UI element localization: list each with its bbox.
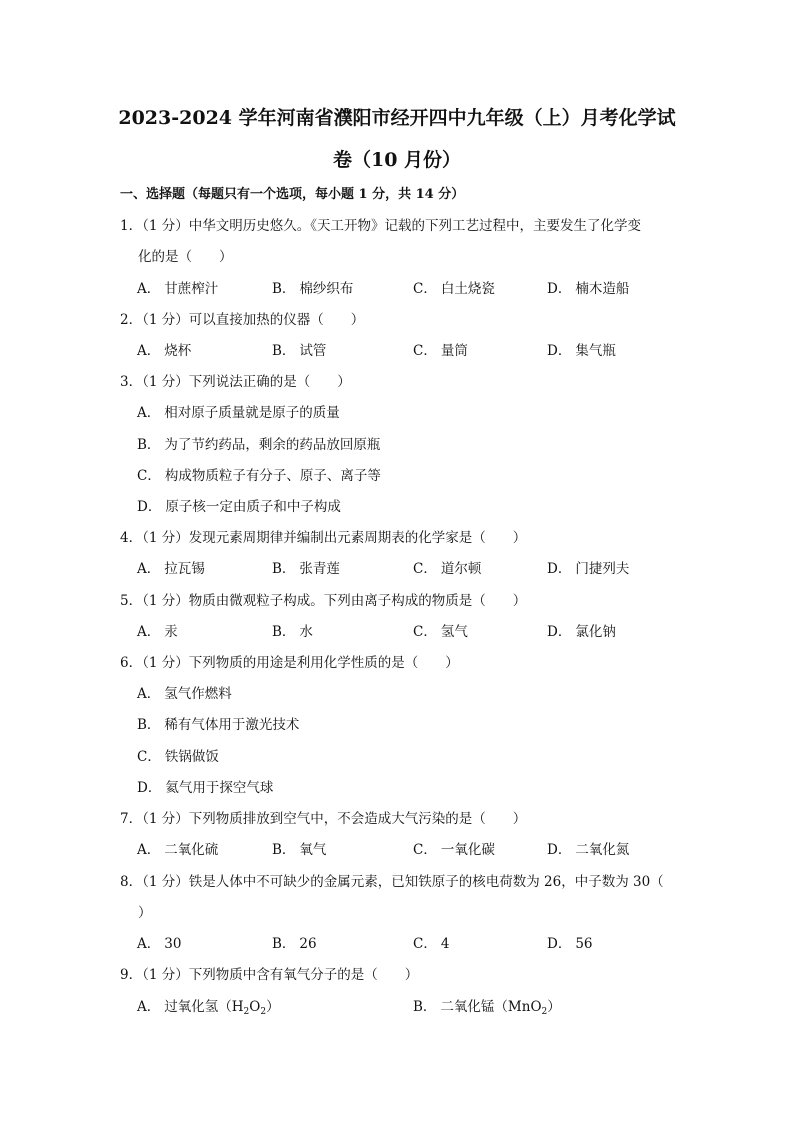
q7-option-b: B． 氧气 xyxy=(272,842,327,858)
document-title-line1: 2023-2024 学年河南省濮阳市经开四中九年级（上）月考化学试 xyxy=(118,107,676,129)
q8-option-d: D． 56 xyxy=(547,936,593,952)
q9-option-b: B． 二氧化锰（MnO$_2$） xyxy=(413,999,561,1017)
question-4: 4．（1 分）发现元素周期律并编制出元素周期表的化学家是（ ） xyxy=(120,530,527,546)
q4-option-b: B． 张青莲 xyxy=(272,561,340,577)
question-6: 6．（1 分）下列物质的用途是利用化学性质的是（ ） xyxy=(120,655,459,671)
question-8: 8．（1 分）铁是人体中不可缺少的金属元素，已知铁原子的核电荷数为 26，中子数为 30（ xyxy=(120,874,664,890)
q8-option-b: B． 26 xyxy=(272,936,317,952)
q1-option-d: D． 楠木造船 xyxy=(547,281,630,297)
document-title-line2: 卷（10 月份） xyxy=(332,149,462,171)
q7-option-c: C． 一氧化碳 xyxy=(413,842,495,858)
q1-option-a: A． 甘蔗榨汁 xyxy=(137,281,219,297)
q5-option-d: D． 氯化钠 xyxy=(547,624,616,640)
q2-option-c: C． 量筒 xyxy=(413,343,468,359)
q1-option-b: B． 棉纱织布 xyxy=(272,281,354,297)
question-3: 3．（1 分）下列说法正确的是（ ） xyxy=(120,374,351,390)
section-heading: 一、选择题（每题只有一个选项，每小题 1 分，共 14 分） xyxy=(120,187,465,202)
q8-option-c: C． 4 xyxy=(413,936,450,952)
q3-option-d: D． 原子核一定由质子和中子构成 xyxy=(137,499,341,515)
question-7: 7．（1 分）下列物质排放到空气中，不会造成大气污染的是（ ） xyxy=(120,811,527,827)
q7-option-a: A． 二氧化硫 xyxy=(137,842,219,858)
q2-option-a: A． 烧杯 xyxy=(137,343,192,359)
question-9: 9．（1 分）下列物质中含有氧气分子的是（ ） xyxy=(120,967,419,983)
question-1: 1．（1 分）中华文明历史悠久。《天工开物》记载的下列工艺过程中，主要发生了化学变 xyxy=(120,218,641,234)
q5-option-a: A． 汞 xyxy=(137,624,178,640)
q1-option-c: C． 白土烧瓷 xyxy=(413,281,495,297)
q4-option-c: C． 道尔顿 xyxy=(413,561,482,577)
q2-option-b: B． 试管 xyxy=(272,343,327,359)
q5-option-c: C． 氢气 xyxy=(413,624,468,640)
q8-option-a: A． 30 xyxy=(137,936,182,952)
q4-option-d: D． 门捷列夫 xyxy=(547,561,630,577)
q4-option-a: A． 拉瓦锡 xyxy=(137,561,205,577)
q6-option-c: C． 铁锅做饭 xyxy=(137,749,219,765)
q6-option-a: A． 氢气作燃料 xyxy=(137,686,232,702)
q3-option-b: B． 为了节约药品，剩余的药品放回原瓶 xyxy=(137,437,381,453)
question-1-continued: 化的是（ ） xyxy=(138,249,233,265)
q2-option-d: D． 集气瓶 xyxy=(547,343,616,359)
question-8-continued: ） xyxy=(138,905,152,921)
q3-option-a: A． 相对原子质量就是原子的质量 xyxy=(137,405,340,421)
question-2: 2．（1 分）可以直接加热的仪器（ ） xyxy=(120,312,365,328)
q7-option-d: D． 二氧化氮 xyxy=(547,842,630,858)
q6-option-d: D． 氦气用于探空气球 xyxy=(137,780,274,796)
q6-option-b: B． 稀有气体用于激光技术 xyxy=(137,717,300,733)
q5-option-b: B． 水 xyxy=(272,624,313,640)
question-5: 5．（1 分）物质由微观粒子构成。下列由离子构成的物质是（ ） xyxy=(120,593,527,609)
q9-option-a: A． 过氧化氢$(H_2O_2)$ xyxy=(137,999,280,1017)
q3-option-c: C． 构成物质粒子有分子、原子、离子等 xyxy=(137,468,381,484)
